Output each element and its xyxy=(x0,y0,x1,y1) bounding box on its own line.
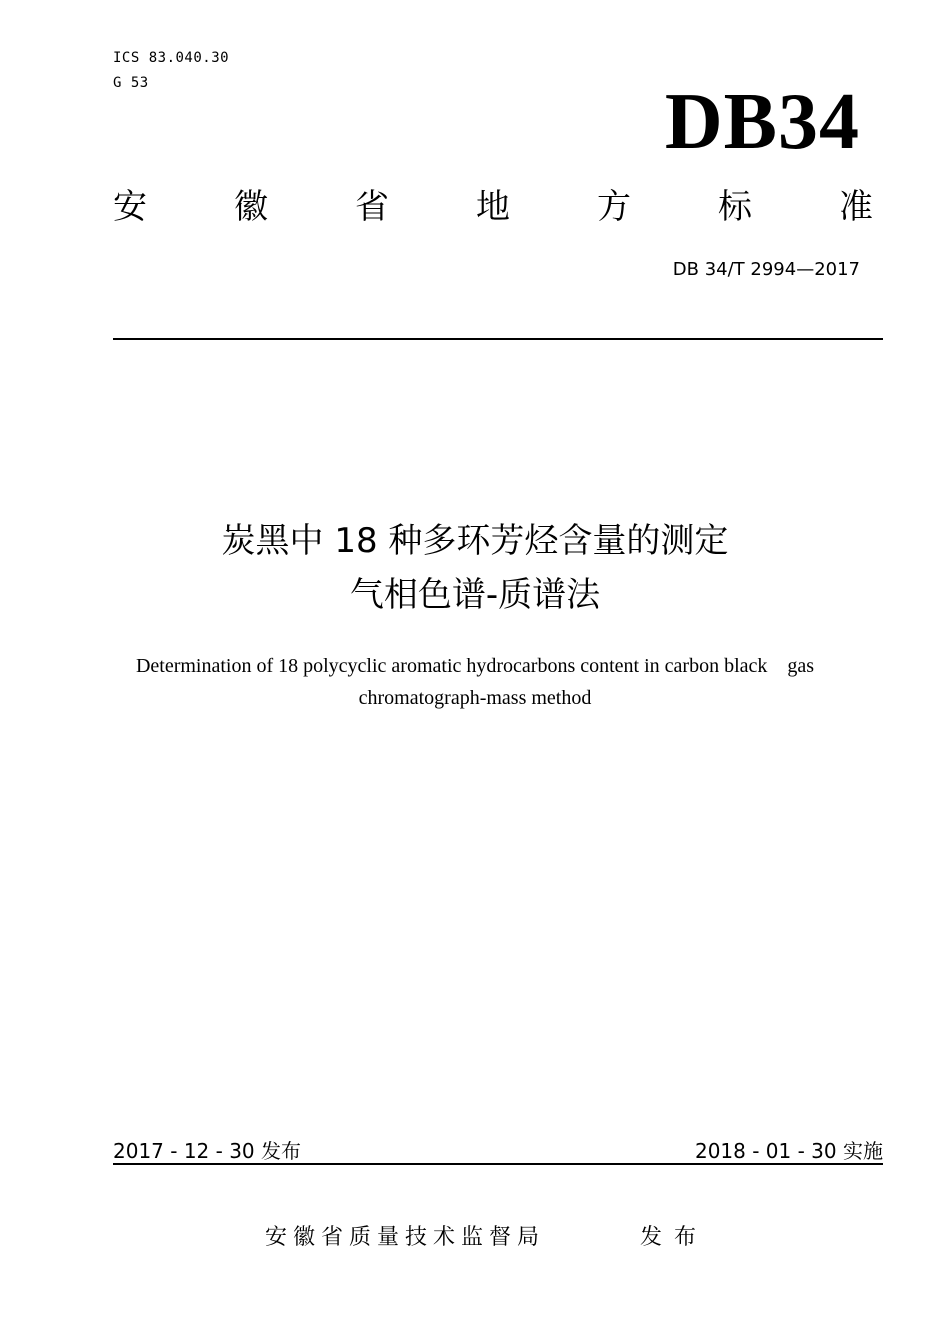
chinese-title-line1: 炭黑中 18 种多环芳烃含量的测定 xyxy=(221,521,729,561)
standard-type-char: 省 xyxy=(355,187,389,227)
standard-type-char: 徽 xyxy=(234,187,268,227)
standard-type-char: 准 xyxy=(839,187,873,227)
classification-code: G 53 xyxy=(113,75,149,91)
standard-type-char: 地 xyxy=(476,187,510,227)
issuing-authority: 安徽省质量技术监督局 xyxy=(265,1225,546,1250)
header-divider xyxy=(113,338,883,340)
standard-type-char: 标 xyxy=(718,187,752,227)
standard-code: DB 34/T 2994—2017 xyxy=(672,259,860,280)
issue-date: 2017 - 12 - 30 发布 xyxy=(113,1139,302,1163)
standard-type-char: 安 xyxy=(113,187,147,227)
ics-code: ICS 83.040.30 xyxy=(113,50,230,66)
implementation-date: 2018 - 01 - 30 实施 xyxy=(694,1139,883,1163)
english-title-line1: Determination of 18 polycyclic aromatic hydrocarbons content in carbon black gas xyxy=(135,655,815,677)
chinese-title-line2: 气相色谱-质谱法 xyxy=(349,575,601,615)
issue-label: 发布 xyxy=(640,1225,709,1250)
standard-type-char: 方 xyxy=(597,187,631,227)
footer-divider xyxy=(113,1163,883,1165)
db-logo: DB34 xyxy=(664,78,860,166)
english-title-line2: chromatograph-mass method xyxy=(358,687,592,709)
standard-type-heading xyxy=(113,184,873,230)
